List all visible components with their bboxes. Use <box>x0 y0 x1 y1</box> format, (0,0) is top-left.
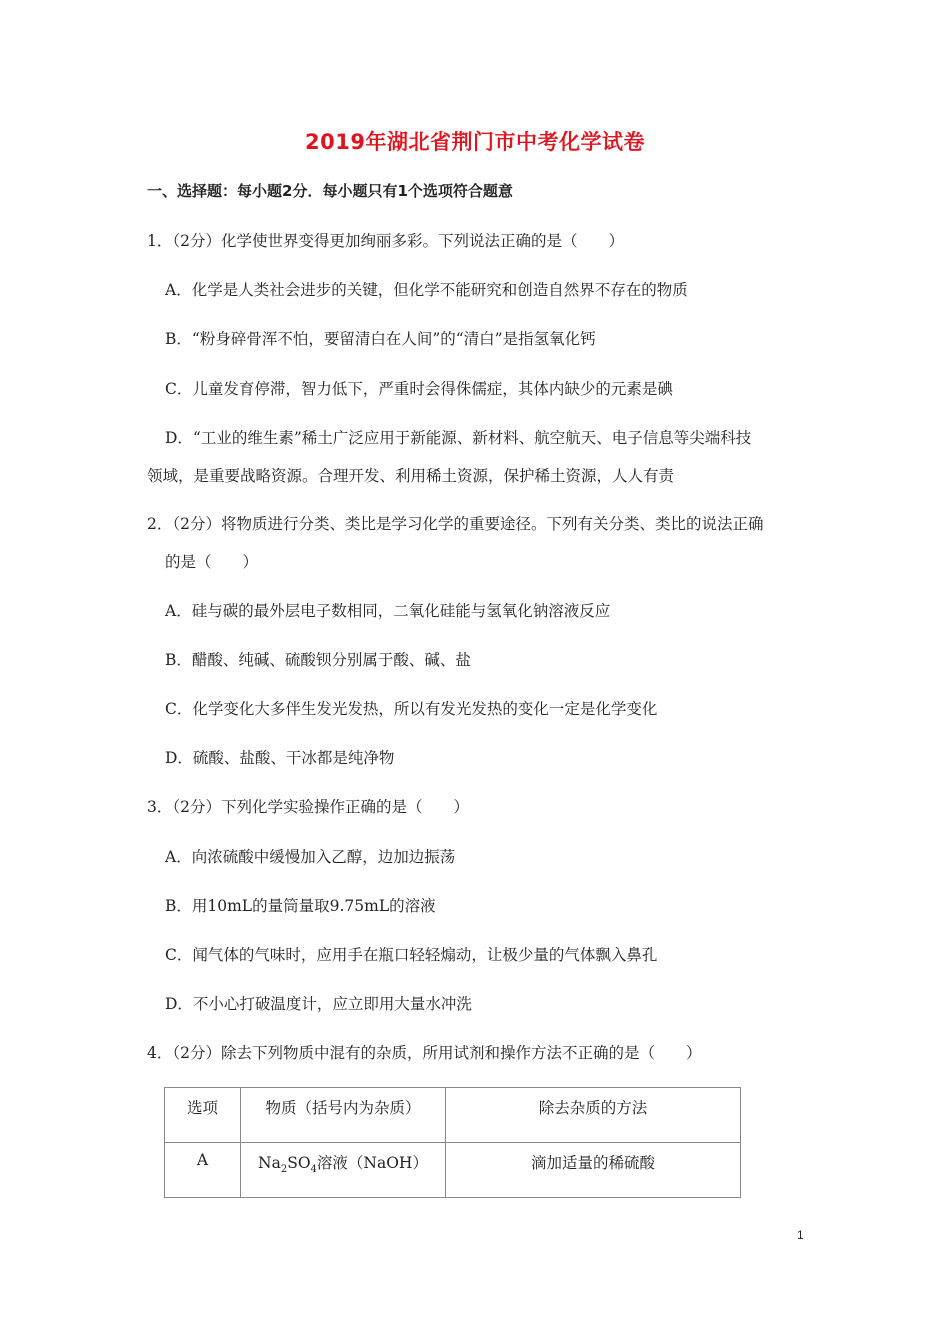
question-1-option-c: C．儿童发育停滞，智力低下，严重时会得侏儒症，其体内缺少的元素是碘 <box>165 380 673 398</box>
section-heading: 一、选择题：每小题2分．每小题只有1个选项符合题意 <box>147 182 513 200</box>
question-1-stem: 1．（2分）化学使世界变得更加绚丽多彩。下列说法正确的是（ ） <box>147 232 624 250</box>
question-3-option-a: A．向浓硫酸中缓慢加入乙醇，边加边振荡 <box>165 848 456 866</box>
question-2-option-c: C．化学变化大多伴生发光发热，所以有发光发热的变化一定是化学变化 <box>165 700 658 718</box>
question-3-stem: 3．（2分）下列化学实验操作正确的是（ ） <box>147 798 469 816</box>
question-2-option-a: A．硅与碳的最外层电子数相同，二氧化硅能与氢氧化钠溶液反应 <box>165 602 611 620</box>
formula-part: Na <box>258 1154 281 1172</box>
table-cell-option: A <box>165 1143 241 1198</box>
formula-subscript: 2 <box>280 1164 288 1176</box>
question-2-stem-continued: 的是（ ） <box>165 553 259 571</box>
question-1-option-d-continued: 领域，是重要战略资源。合理开发、利用稀土资源，保护稀土资源，人人有责 <box>147 467 675 485</box>
table-header-row <box>165 1088 741 1143</box>
formula-part: 溶液（NaOH） <box>316 1154 428 1172</box>
question-2-stem: 2．（2分）将物质进行分类、类比是学习化学的重要途径。下列有关分类、类比的说法正确 <box>147 515 764 533</box>
table-row <box>165 1143 741 1198</box>
question-1-option-a: A．化学是人类社会进步的关键，但化学不能研究和创造自然界不存在的物质 <box>165 281 688 299</box>
table-header-cell: 物质（括号内为杂质） <box>241 1088 446 1143</box>
table-header-cell: 选项 <box>165 1088 241 1143</box>
question-1-option-b: B．“粉身碎骨浑不怕，要留清白在人间”的“清白”是指氢氧化钙 <box>165 330 596 348</box>
page-number: 1 <box>797 1228 804 1242</box>
question-4-stem: 4．（2分）除去下列物质中混有的杂质，所用试剂和操作方法不正确的是（ ） <box>147 1044 702 1062</box>
table-cell-method: 滴加适量的稀硫酸 <box>446 1143 741 1198</box>
impurity-table <box>164 1087 741 1198</box>
question-1-option-d: D．“工业的维生素”稀土广泛应用于新能源、新材料、航空航天、电子信息等尖端科技 <box>165 429 752 447</box>
question-2-option-b: B．醋酸、纯碱、硫酸钡分别属于酸、碱、盐 <box>165 651 471 669</box>
page-title: 2019年湖北省荆门市中考化学试卷 <box>305 130 645 154</box>
formula-part: SO <box>287 1154 311 1172</box>
table-cell-substance <box>241 1143 446 1198</box>
question-3-option-c: C．闻气体的气味时，应用手在瓶口轻轻煽动，让极少量的气体飘入鼻孔 <box>165 946 658 964</box>
question-3-option-b: B．用10mL的量筒量取9.75mL的溶液 <box>165 897 436 915</box>
question-2-option-d: D．硫酸、盐酸、干冰都是纯净物 <box>165 749 395 767</box>
question-3-option-d: D．不小心打破温度计，应立即用大量水冲洗 <box>165 995 472 1013</box>
table-header-cell: 除去杂质的方法 <box>446 1088 741 1143</box>
formula-subscript: 4 <box>310 1164 317 1176</box>
